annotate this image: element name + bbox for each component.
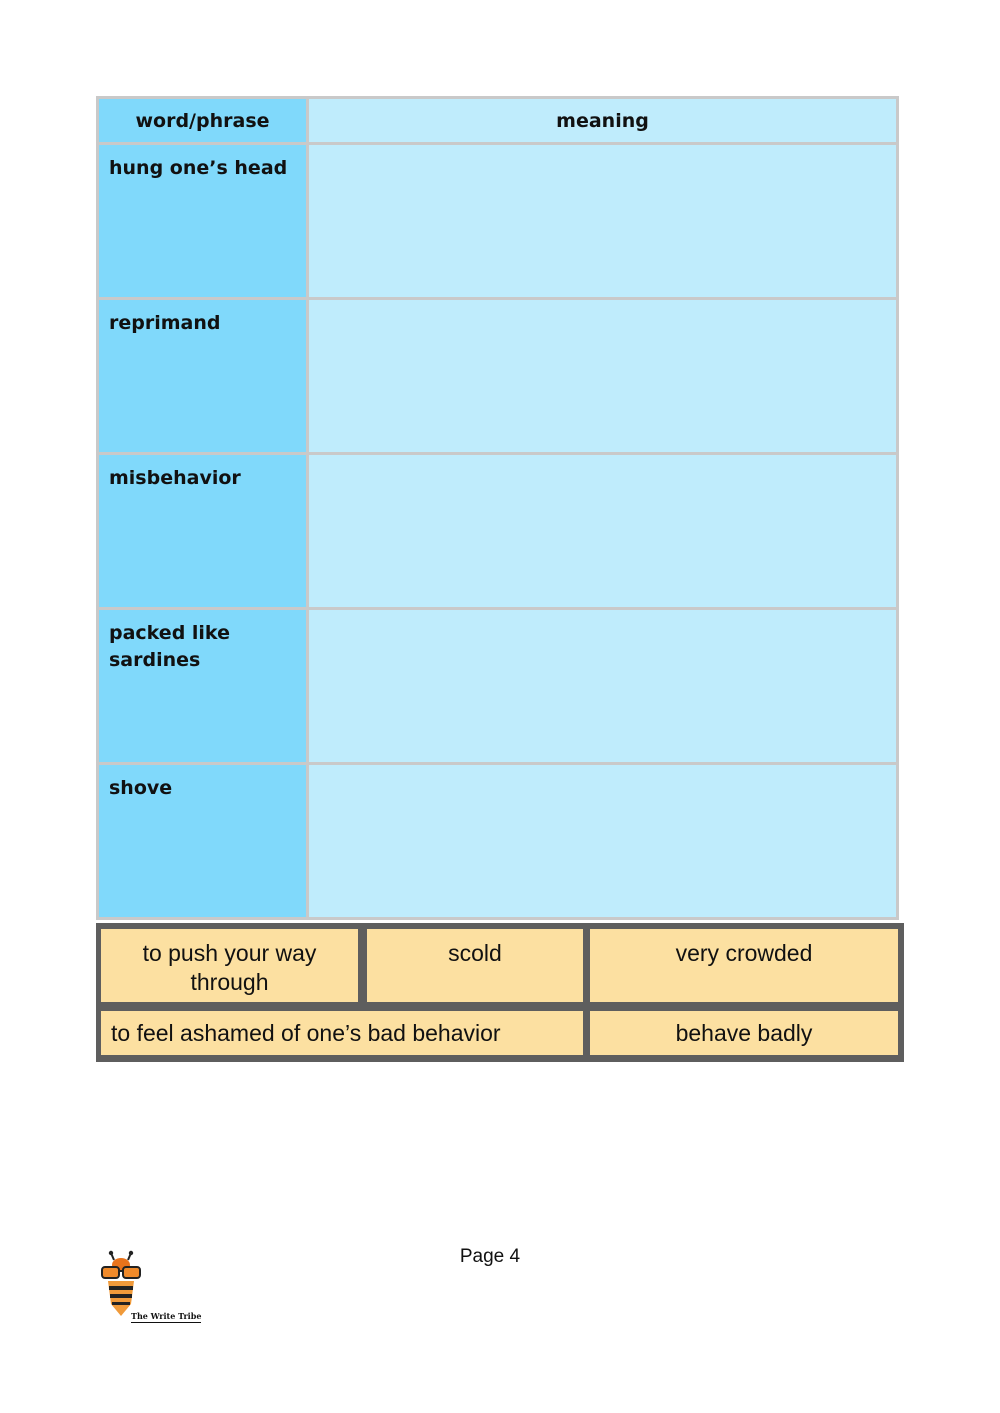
page-number: Page 4	[459, 1246, 521, 1267]
word-bank	[96, 923, 904, 1062]
word-bank-item[interactable]: to feel ashamed of one’s bad behavior	[101, 1011, 583, 1055]
table-row	[98, 609, 898, 764]
table-header-row	[98, 98, 898, 144]
word-bank-item[interactable]: to push your way through	[101, 929, 358, 1002]
header-meaning: meaning	[308, 98, 898, 144]
word-cell: shove	[98, 764, 308, 919]
vocabulary-table	[96, 96, 899, 920]
logo-text: The Write Tribe	[131, 1311, 202, 1321]
word-cell: misbehavior	[98, 454, 308, 609]
word-cell: packed like sardines	[98, 609, 308, 764]
word-bank-item[interactable]: very crowded	[590, 929, 898, 1002]
table-row	[98, 454, 898, 609]
meaning-cell[interactable]	[308, 609, 898, 764]
meaning-cell[interactable]	[308, 144, 898, 299]
word-bank-item[interactable]: behave badly	[590, 1011, 898, 1055]
word-cell: reprimand	[98, 299, 308, 454]
table-row	[98, 144, 898, 299]
meaning-cell[interactable]	[308, 764, 898, 919]
header-word-phrase: word/phrase	[98, 98, 308, 144]
meaning-cell[interactable]	[308, 454, 898, 609]
table-row	[98, 764, 898, 919]
meaning-cell[interactable]	[308, 299, 898, 454]
table-row	[98, 299, 898, 454]
word-bank-item[interactable]: scold	[367, 929, 583, 1002]
word-cell: hung one’s head	[98, 144, 308, 299]
